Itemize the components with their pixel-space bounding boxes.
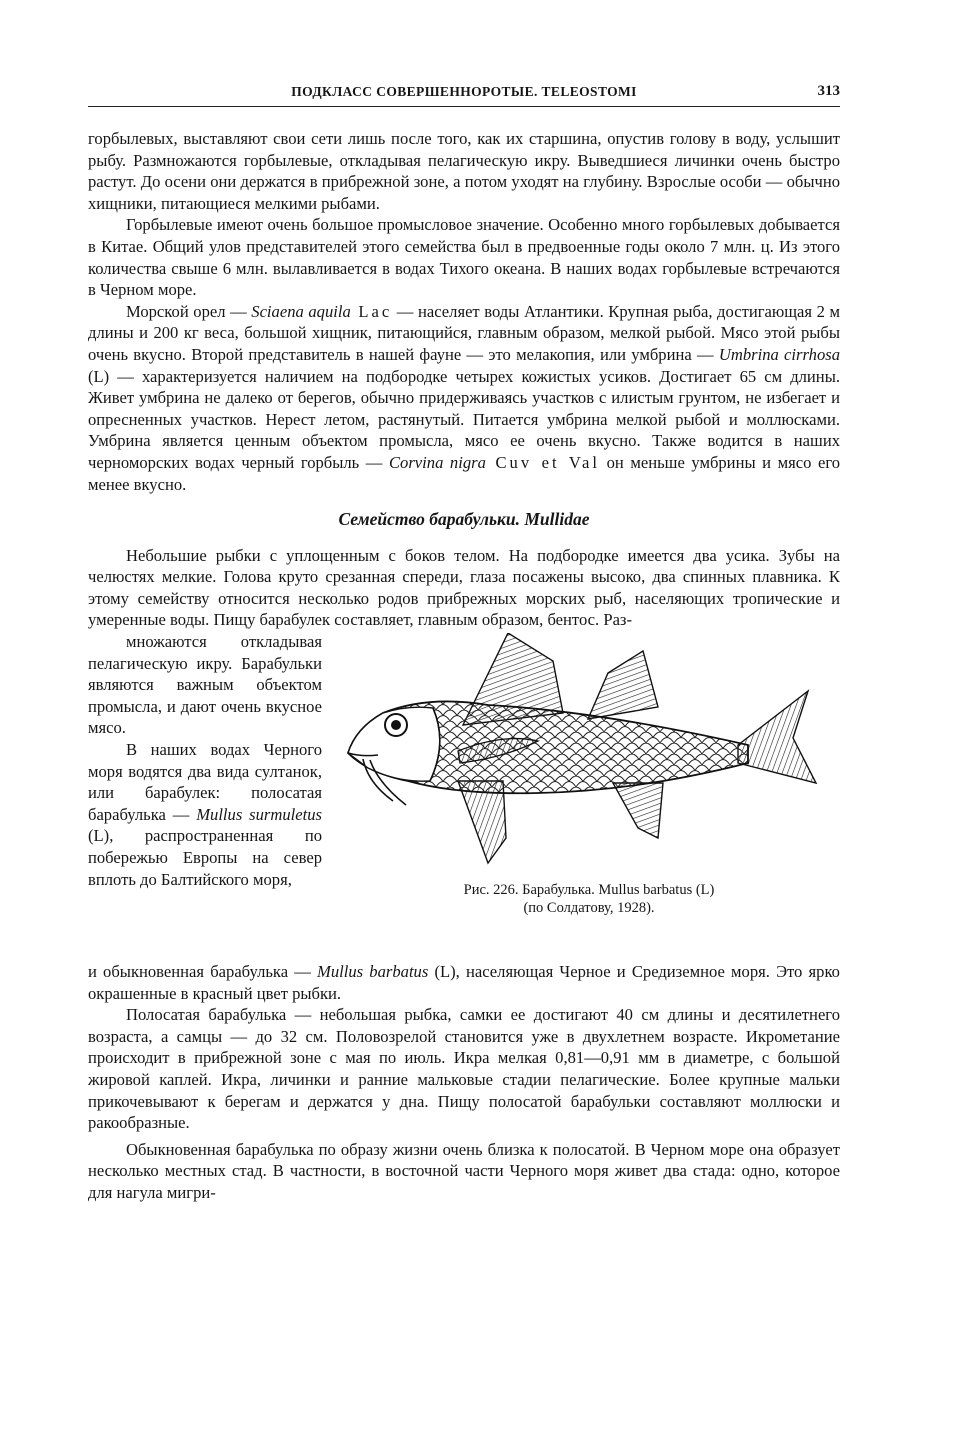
caption-line: (по Солдатову, 1928). <box>523 900 655 917</box>
paragraph: горбылевых, выставляют свои сети лишь после того, как их старшина, опустив голову в воду, услышит рыбу. Размножаются горбылевые, откладывая пелагическую икру. Выведшиеся личинки очень быстро растут. До осени они держатся в прибрежной зоне, а потом уходят на глубину. Взрослые особи — обычно хищники, питающиеся мелкими рыбами. <box>88 129 840 213</box>
anal-fin <box>613 783 663 838</box>
paragraph: и обыкновенная барабулька — Mullus barbatus (L), населяющая Черное и Средиземное моря. Это ярко окрашенные в красный цвет рыбки. <box>88 962 840 1003</box>
figure-caption <box>338 881 840 917</box>
paragraph: Горбылевые имеют очень большое промысловое значение. Особенно много горбылевых добывается в Китае. Общий улов представителей этого семейства был в предвоенные годы около 7 млн. ц. Из этого количества свыше 6 млн. вылавливается в водах Тихого океана. В наших водах горбылевые встречаются в Черном море. <box>88 215 840 300</box>
section-heading: Семейство барабульки. Mullidae <box>338 509 590 530</box>
paragraph: В наших водах Черного моря водятся два вида султанок, или барабулек: полосатая барабулька — Mullus surmuletus (L), распространенная по побережью Европы на север вплоть до Балтийского моря, <box>88 740 322 889</box>
species-name: Mullus surmuletus <box>196 804 322 824</box>
body-text <box>88 128 840 1204</box>
red-mullet-illustration <box>338 633 840 873</box>
species-name: Mullus barbatus <box>317 962 429 982</box>
dorsal-fin-2 <box>588 651 658 719</box>
wrapped-text-column <box>88 631 322 890</box>
species-name: Umbrina cirrhosa <box>718 344 840 364</box>
paragraph: Небольшие рыбки с уплощенным с боков телом. На подбородке имеется два усика. Зубы на челюстях мелкие. Голова круто срезанная спереди, глаза посажены высоко, два спинных плавника. К этому семейству относится несколько родов прибрежных морских рыб, населяющих тропические и умеренные воды. Пищу барабулек составляет, главным образом, бентос. Раз- <box>88 545 840 630</box>
paragraph: множаются откладывая пелагическую икру. Барабульки являются важным объектом промысла, и дают очень вкусное мясо. <box>88 632 322 738</box>
species-name: Corvina nigra <box>388 452 486 472</box>
paragraph: Полосатая барабулька — небольшая рыбка, самки ее достигают 40 см длины и десятилетнего возраста, а самцы — до 32 см. Половозрелой становится уже в двухлетнем возрасте. Икрометание происходит в прибрежной зоне с мая по июль. Икра мелкая 0,81—0,91 мм в диаметре, с большой жировой каплей. Икра, личинки и ранние мальковые стадии пелагические. Более крупные мальки прикочевывают к берегам и держатся у дна. Пищу полосатой барабульки составляют моллюски и ракообразные. <box>88 1005 840 1133</box>
running-head: ПОДКЛАСС СОВЕРШЕННОРОТЫЕ. TELEOSTOMI <box>291 84 637 99</box>
tail-fin <box>738 691 816 783</box>
species-name: Sciaena aquila <box>251 301 351 321</box>
caption-line: Рис. 226. Барабулька. Mullus barbatus (L) <box>463 882 715 899</box>
page-header <box>88 84 840 107</box>
paragraph: Морской орел — Sciaena aquila Lac — населяет воды Атлантики. Крупная рыба, достигающая 2 м длины и 200 кг веса, большой хищник, питающийся, главным образом, мелкой рыбой. Мясо этой рыбы очень вкусно. Второй представитель в нашей фауне — это мелакопия, или умбрина — Umbrina cirrhosa (L) — характеризуется наличием на подбородке четырех кожистых усиков. Достигает 65 см длины. Живет умбрина не далеко от берегов, обычно придерживаясь участков с илистым грунтом, не избегает и опресненных участков. Нерест летом, растянутый. Питается умбрина мелкой рыбой и моллюсками. Умбрина является ценным объектом промысла, мясо ее очень вкусно. Также водится в наших черноморских водах черный горбыль — Corvina nigra Cuv et Val он меньше умбрины и мясо его менее вкусно. <box>88 301 841 494</box>
page-number: 313 <box>817 83 840 99</box>
figure-226 <box>338 633 840 953</box>
figure-wrap-area <box>88 631 840 961</box>
paragraph: Обыкновенная барабулька по образу жизни очень близка к полосатой. В Черном море она образует несколько местных стад. В частности, в восточной части Черного моря живет два стада: одно, которое для нагула мигри- <box>88 1139 840 1202</box>
